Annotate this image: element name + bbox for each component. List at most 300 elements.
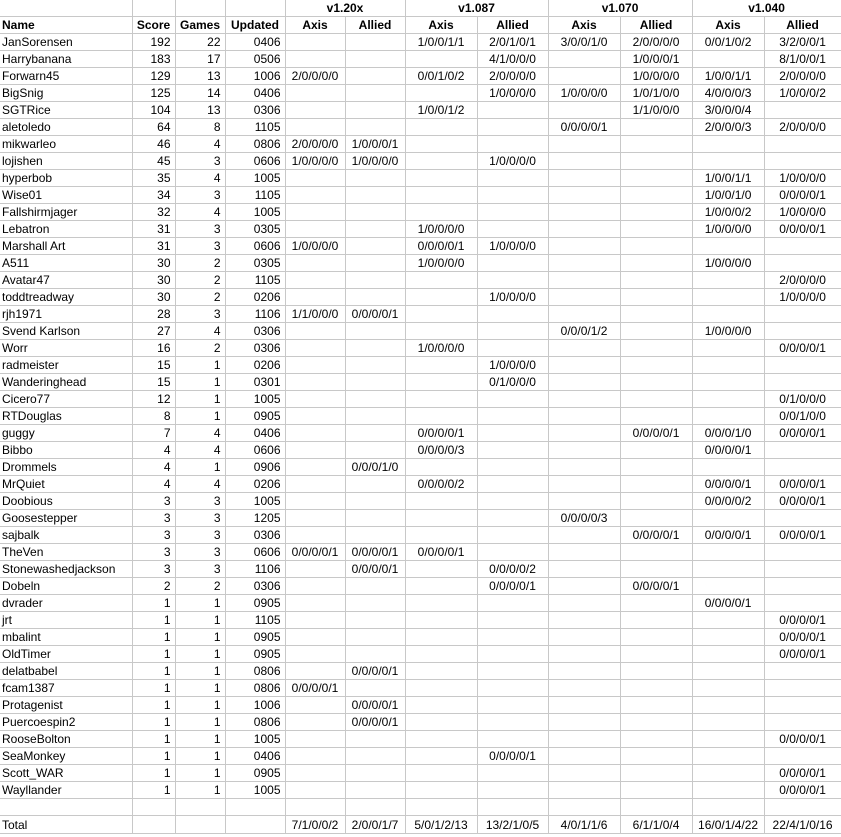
cell-v1070-allied bbox=[620, 612, 692, 629]
cell-v1070-axis bbox=[548, 255, 620, 272]
cell-v1087-axis: 0/0/0/0/1 bbox=[405, 544, 477, 561]
cell-v1040-allied: 0/0/0/0/1 bbox=[764, 493, 841, 510]
cell-v1040-allied: 0/0/0/0/1 bbox=[764, 340, 841, 357]
table-row bbox=[0, 272, 841, 289]
cell-v1070-axis bbox=[548, 493, 620, 510]
table-row bbox=[0, 578, 841, 595]
cell-v1087-allied bbox=[477, 272, 548, 289]
cell-v120x-axis bbox=[285, 323, 345, 340]
cell-v120x-allied bbox=[345, 102, 405, 119]
cell-v120x-allied: 0/0/0/0/1 bbox=[345, 714, 405, 731]
cell-v1087-axis: 0/0/1/0/2 bbox=[405, 68, 477, 85]
cell-updated: 0905 bbox=[225, 595, 285, 612]
cell-v1087-axis bbox=[405, 306, 477, 323]
cell-name: sajbalk bbox=[0, 527, 132, 544]
cell-v1040-axis bbox=[692, 544, 764, 561]
cell-v120x-axis bbox=[285, 357, 345, 374]
cell-v1070-allied: 6/1/1/0/4 bbox=[620, 816, 692, 834]
cell-games: 1 bbox=[175, 459, 225, 476]
header-v1087-allied: Allied bbox=[477, 17, 548, 34]
cell-name: Scott_WAR bbox=[0, 765, 132, 782]
table-row bbox=[0, 374, 841, 391]
cell-v120x-allied bbox=[345, 765, 405, 782]
cell-v1087-axis bbox=[405, 561, 477, 578]
cell-score: 1 bbox=[132, 697, 175, 714]
cell-v1070-axis bbox=[548, 782, 620, 799]
cell-v1070-allied bbox=[620, 323, 692, 340]
cell-games: 1 bbox=[175, 408, 225, 425]
cell-v1070-axis: 3/0/0/1/0 bbox=[548, 34, 620, 51]
cell-name: Forwarn45 bbox=[0, 68, 132, 85]
cell-v1040-axis: 0/0/1/0/2 bbox=[692, 34, 764, 51]
cell-v120x-axis bbox=[285, 204, 345, 221]
cell-v120x-allied: 0/0/0/0/1 bbox=[345, 544, 405, 561]
cell-updated: 0905 bbox=[225, 646, 285, 663]
cell-updated: 1106 bbox=[225, 561, 285, 578]
cell-v1070-axis bbox=[548, 289, 620, 306]
version-label: v1.040 bbox=[692, 0, 841, 17]
cell-v1040-allied: 1/0/0/0/0 bbox=[764, 170, 841, 187]
cell-v1087-allied bbox=[477, 425, 548, 442]
cell-v120x-allied bbox=[345, 68, 405, 85]
cell-name: Wanderinghead bbox=[0, 374, 132, 391]
cell-v120x-axis bbox=[285, 595, 345, 612]
cell-v1087-axis bbox=[405, 782, 477, 799]
cell-games: 1 bbox=[175, 663, 225, 680]
table-row bbox=[0, 731, 841, 748]
cell-v1070-axis bbox=[548, 425, 620, 442]
cell-v1087-allied bbox=[477, 221, 548, 238]
cell-v1070-axis bbox=[548, 544, 620, 561]
cell-score: 192 bbox=[132, 34, 175, 51]
cell-score: 31 bbox=[132, 221, 175, 238]
cell-v1087-allied bbox=[477, 119, 548, 136]
cell-v1087-allied: 0/0/0/0/2 bbox=[477, 561, 548, 578]
cell-v1087-axis: 0/0/0/0/1 bbox=[405, 238, 477, 255]
cell-v1070-axis bbox=[548, 561, 620, 578]
cell-v1040-axis: 0/0/0/0/1 bbox=[692, 476, 764, 493]
cell-v1040-axis: 0/0/0/1/0 bbox=[692, 425, 764, 442]
cell-updated: 0606 bbox=[225, 238, 285, 255]
cell-games: 1 bbox=[175, 748, 225, 765]
cell-v120x-allied bbox=[345, 493, 405, 510]
cell-games: 3 bbox=[175, 187, 225, 204]
cell-updated: 0905 bbox=[225, 765, 285, 782]
cell-score: 1 bbox=[132, 748, 175, 765]
cell-updated: 1005 bbox=[225, 170, 285, 187]
cell-name: Goosestepper bbox=[0, 510, 132, 527]
table-row bbox=[0, 357, 841, 374]
cell-name: Cicero77 bbox=[0, 391, 132, 408]
cell-updated: 1106 bbox=[225, 306, 285, 323]
cell-updated: 0305 bbox=[225, 221, 285, 238]
cell-v120x-axis: 1/0/0/0/0 bbox=[285, 153, 345, 170]
cell-v1040-allied: 2/0/0/0/0 bbox=[764, 119, 841, 136]
cell-v1087-axis: 1/0/0/0/0 bbox=[405, 255, 477, 272]
cell-score: 1 bbox=[132, 595, 175, 612]
cell-games: 3 bbox=[175, 493, 225, 510]
cell-v1087-axis bbox=[405, 595, 477, 612]
cell-v120x-allied bbox=[345, 391, 405, 408]
cell-v1087-axis: 5/0/1/2/13 bbox=[405, 816, 477, 834]
cell-v1070-allied bbox=[620, 442, 692, 459]
cell-v1070-axis bbox=[548, 476, 620, 493]
header-v1040-allied: Allied bbox=[764, 17, 841, 34]
cell-updated: 1005 bbox=[225, 391, 285, 408]
cell-v1070-allied bbox=[620, 646, 692, 663]
cell-score: 35 bbox=[132, 170, 175, 187]
cell-updated: 1005 bbox=[225, 731, 285, 748]
table-row bbox=[0, 204, 841, 221]
cell-name: RooseBolton bbox=[0, 731, 132, 748]
cell-updated: 0206 bbox=[225, 476, 285, 493]
cell-v120x-axis: 1/1/0/0/0 bbox=[285, 306, 345, 323]
cell-v1040-allied bbox=[764, 680, 841, 697]
cell-v120x-axis bbox=[285, 663, 345, 680]
cell-v120x-allied bbox=[345, 170, 405, 187]
version-label: v1.087 bbox=[405, 0, 548, 17]
cell-v120x-axis bbox=[285, 476, 345, 493]
cell-v120x-axis bbox=[285, 697, 345, 714]
cell-games: 1 bbox=[175, 357, 225, 374]
cell-v120x-axis: 7/1/0/0/2 bbox=[285, 816, 345, 834]
cell-v1087-axis bbox=[405, 136, 477, 153]
cell-v1040-allied bbox=[764, 595, 841, 612]
cell-v1070-allied: 1/1/0/0/0 bbox=[620, 102, 692, 119]
cell-name: SeaMonkey bbox=[0, 748, 132, 765]
cell-v1070-allied bbox=[620, 119, 692, 136]
cell-v1070-allied bbox=[620, 493, 692, 510]
cell-updated: 0306 bbox=[225, 340, 285, 357]
cell-games: 2 bbox=[175, 272, 225, 289]
cell-v1040-axis: 3/0/0/0/4 bbox=[692, 102, 764, 119]
cell-v1040-axis bbox=[692, 357, 764, 374]
cell-score: 15 bbox=[132, 374, 175, 391]
cell-games: 3 bbox=[175, 527, 225, 544]
cell-v1040-axis bbox=[692, 51, 764, 68]
cell-games: 4 bbox=[175, 323, 225, 340]
cell-name: lojishen bbox=[0, 153, 132, 170]
table-row bbox=[0, 714, 841, 731]
cell-score: 64 bbox=[132, 119, 175, 136]
cell-name: radmeister bbox=[0, 357, 132, 374]
cell-v1087-allied bbox=[477, 136, 548, 153]
cell-games: 2 bbox=[175, 340, 225, 357]
cell-v1087-allied bbox=[477, 697, 548, 714]
cell-name: Marshall Art bbox=[0, 238, 132, 255]
cell-v1087-axis: 1/0/0/0/0 bbox=[405, 221, 477, 238]
cell-v1070-allied bbox=[620, 544, 692, 561]
cell-games: 1 bbox=[175, 374, 225, 391]
cell-score: 15 bbox=[132, 357, 175, 374]
table-row bbox=[0, 476, 841, 493]
cell-v120x-axis bbox=[285, 34, 345, 51]
table-row bbox=[0, 629, 841, 646]
cell-v120x-axis bbox=[285, 714, 345, 731]
cell-v1070-axis bbox=[548, 221, 620, 238]
cell-v1070-axis bbox=[548, 272, 620, 289]
cell-v120x-allied bbox=[345, 374, 405, 391]
cell-v120x-axis bbox=[285, 612, 345, 629]
cell-v120x-allied: 0/0/0/0/1 bbox=[345, 697, 405, 714]
table-row bbox=[0, 119, 841, 136]
cell-score bbox=[132, 816, 175, 834]
cell-score: 3 bbox=[132, 493, 175, 510]
cell-v1040-axis bbox=[692, 153, 764, 170]
cell-v1070-axis bbox=[548, 102, 620, 119]
table-row bbox=[0, 170, 841, 187]
cell-v1070-axis: 4/0/1/1/6 bbox=[548, 816, 620, 834]
cell-v1087-axis bbox=[405, 493, 477, 510]
cell-v120x-axis: 1/0/0/0/0 bbox=[285, 238, 345, 255]
cell-games: 1 bbox=[175, 629, 225, 646]
cell-score: 34 bbox=[132, 187, 175, 204]
cell-v1070-allied bbox=[620, 476, 692, 493]
cell-v1040-allied: 1/0/0/0/2 bbox=[764, 85, 841, 102]
cell-v1040-allied: 0/1/0/0/0 bbox=[764, 391, 841, 408]
cell-updated: 0406 bbox=[225, 425, 285, 442]
cell-updated: 1006 bbox=[225, 697, 285, 714]
cell-score: 31 bbox=[132, 238, 175, 255]
cell-v1087-allied: 1/0/0/0/0 bbox=[477, 238, 548, 255]
cell-v1070-axis bbox=[548, 357, 620, 374]
cell-v1040-allied bbox=[764, 136, 841, 153]
cell-name: dvrader bbox=[0, 595, 132, 612]
cell-score: 1 bbox=[132, 629, 175, 646]
cell-games: 1 bbox=[175, 646, 225, 663]
cell-games: 2 bbox=[175, 578, 225, 595]
cell-v120x-allied bbox=[345, 476, 405, 493]
table-row bbox=[0, 561, 841, 578]
cell-score: 183 bbox=[132, 51, 175, 68]
cell-v120x-allied bbox=[345, 85, 405, 102]
cell-v1070-axis bbox=[548, 714, 620, 731]
cell-v120x-axis bbox=[285, 765, 345, 782]
cell-v1070-axis bbox=[548, 442, 620, 459]
cell-v1070-axis bbox=[548, 748, 620, 765]
cell-v1070-allied bbox=[620, 782, 692, 799]
cell-v1070-axis bbox=[548, 170, 620, 187]
cell-v1087-allied bbox=[477, 663, 548, 680]
cell-v1070-axis bbox=[548, 408, 620, 425]
cell-games: 4 bbox=[175, 442, 225, 459]
cell-v120x-axis bbox=[285, 510, 345, 527]
cell-v1087-axis bbox=[405, 646, 477, 663]
cell-v1040-axis bbox=[692, 765, 764, 782]
cell-v1087-axis: 0/0/0/0/3 bbox=[405, 442, 477, 459]
table-row bbox=[0, 255, 841, 272]
table-row bbox=[0, 748, 841, 765]
cell-v1070-axis bbox=[548, 731, 620, 748]
cell-v1087-allied: 1/0/0/0/0 bbox=[477, 357, 548, 374]
cell-updated: 0905 bbox=[225, 629, 285, 646]
cell-v1040-allied: 0/0/0/0/1 bbox=[764, 731, 841, 748]
cell-v1040-allied bbox=[764, 357, 841, 374]
cell-v1040-axis bbox=[692, 374, 764, 391]
cell-v120x-allied bbox=[345, 357, 405, 374]
cell-v1040-allied bbox=[764, 578, 841, 595]
table-row bbox=[0, 646, 841, 663]
cell-updated: 1006 bbox=[225, 68, 285, 85]
table-row bbox=[0, 289, 841, 306]
header-v1040-axis: Axis bbox=[692, 17, 764, 34]
cell-v1040-axis bbox=[692, 391, 764, 408]
cell-name: Dobeln bbox=[0, 578, 132, 595]
cell-v120x-allied bbox=[345, 255, 405, 272]
cell-name: Doobious bbox=[0, 493, 132, 510]
cell-v1070-axis bbox=[548, 527, 620, 544]
cell-score: 28 bbox=[132, 306, 175, 323]
cell-v1070-axis bbox=[548, 595, 620, 612]
cell-v1070-axis bbox=[548, 153, 620, 170]
cell-v1040-allied bbox=[764, 697, 841, 714]
table-row bbox=[0, 510, 841, 527]
cell-v120x-axis bbox=[285, 255, 345, 272]
cell-v120x-axis bbox=[285, 493, 345, 510]
cell-score: 1 bbox=[132, 663, 175, 680]
cell-v120x-axis bbox=[285, 289, 345, 306]
table-row bbox=[0, 340, 841, 357]
cell-v1070-allied bbox=[620, 408, 692, 425]
cell-v1070-axis bbox=[548, 306, 620, 323]
cell-v1070-axis bbox=[548, 697, 620, 714]
cell-name: Worr bbox=[0, 340, 132, 357]
cell-v1040-allied bbox=[764, 255, 841, 272]
cell-games: 22 bbox=[175, 34, 225, 51]
cell-v1087-axis bbox=[405, 629, 477, 646]
cell-updated: 0506 bbox=[225, 51, 285, 68]
cell-v1070-axis bbox=[548, 629, 620, 646]
cell-v120x-axis bbox=[285, 408, 345, 425]
cell-v1040-axis: 1/0/0/1/0 bbox=[692, 187, 764, 204]
cell-v1040-allied bbox=[764, 748, 841, 765]
cell-v1087-allied bbox=[477, 731, 548, 748]
cell-updated: 1105 bbox=[225, 187, 285, 204]
cell-name: BigSnig bbox=[0, 85, 132, 102]
cell-v120x-axis bbox=[285, 629, 345, 646]
cell-v1040-allied: 0/0/1/0/0 bbox=[764, 408, 841, 425]
cell-v1087-allied bbox=[477, 170, 548, 187]
cell-v1040-axis bbox=[692, 680, 764, 697]
cell-score: 125 bbox=[132, 85, 175, 102]
cell-v1040-allied: 0/0/0/0/1 bbox=[764, 527, 841, 544]
cell-name: Svend Karlson bbox=[0, 323, 132, 340]
cell-updated: 0306 bbox=[225, 527, 285, 544]
cell-v1070-allied bbox=[620, 680, 692, 697]
cell-v120x-allied bbox=[345, 748, 405, 765]
cell-v1040-allied: 0/0/0/0/1 bbox=[764, 629, 841, 646]
cell-v1070-allied bbox=[620, 748, 692, 765]
cell-v1087-allied bbox=[477, 204, 548, 221]
cell-v1070-axis bbox=[548, 765, 620, 782]
cell-v1040-allied: 0/0/0/0/1 bbox=[764, 782, 841, 799]
cell-updated: 0301 bbox=[225, 374, 285, 391]
table-row bbox=[0, 425, 841, 442]
cell-v1040-allied bbox=[764, 323, 841, 340]
cell-updated bbox=[225, 816, 285, 834]
cell-v120x-axis bbox=[285, 170, 345, 187]
cell-v1040-allied: 0/0/0/0/1 bbox=[764, 765, 841, 782]
cell-v120x-allied bbox=[345, 221, 405, 238]
cell-v1040-axis bbox=[692, 136, 764, 153]
cell-v1070-allied bbox=[620, 357, 692, 374]
cell-score: 4 bbox=[132, 476, 175, 493]
table-row bbox=[0, 527, 841, 544]
cell-v1040-axis: 0/0/0/0/1 bbox=[692, 442, 764, 459]
cell-v120x-axis bbox=[285, 578, 345, 595]
cell-score: 45 bbox=[132, 153, 175, 170]
cell-v120x-allied bbox=[345, 595, 405, 612]
cell-v1040-axis bbox=[692, 714, 764, 731]
cell-name: Fallshirmjager bbox=[0, 204, 132, 221]
cell-v120x-allied bbox=[345, 612, 405, 629]
cell-v1040-axis bbox=[692, 289, 764, 306]
cell-v1040-axis: 4/0/0/0/3 bbox=[692, 85, 764, 102]
cell-v1070-axis: 1/0/0/0/0 bbox=[548, 85, 620, 102]
cell-v120x-allied bbox=[345, 731, 405, 748]
cell-v1070-axis bbox=[548, 51, 620, 68]
cell-v1087-allied: 4/1/0/0/0 bbox=[477, 51, 548, 68]
cell-games: 3 bbox=[175, 238, 225, 255]
cell-v120x-allied: 0/0/0/0/1 bbox=[345, 561, 405, 578]
cell-name: MrQuiet bbox=[0, 476, 132, 493]
table-row bbox=[0, 459, 841, 476]
header-score: Score bbox=[132, 17, 175, 34]
cell-v1087-allied bbox=[477, 323, 548, 340]
cell-score: 4 bbox=[132, 459, 175, 476]
cell-v1040-allied: 1/0/0/0/0 bbox=[764, 289, 841, 306]
cell-v1087-allied bbox=[477, 306, 548, 323]
cell-v1040-axis bbox=[692, 612, 764, 629]
cell-v1087-allied bbox=[477, 340, 548, 357]
cell-score: 1 bbox=[132, 731, 175, 748]
cell-score: 32 bbox=[132, 204, 175, 221]
cell-v1040-allied: 22/4/1/0/16 bbox=[764, 816, 841, 834]
cell-score: 27 bbox=[132, 323, 175, 340]
cell-v1070-axis bbox=[548, 204, 620, 221]
cell-v120x-axis: 2/0/0/0/0 bbox=[285, 136, 345, 153]
cell-v1040-axis bbox=[692, 561, 764, 578]
table-row bbox=[0, 187, 841, 204]
cell-games: 3 bbox=[175, 306, 225, 323]
cell-v1087-allied bbox=[477, 646, 548, 663]
cell-v120x-axis bbox=[285, 391, 345, 408]
cell-games: 1 bbox=[175, 697, 225, 714]
cell-v1087-axis bbox=[405, 510, 477, 527]
cell-v1040-allied: 0/0/0/0/1 bbox=[764, 221, 841, 238]
cell-v1087-allied bbox=[477, 612, 548, 629]
cell-v120x-allied bbox=[345, 629, 405, 646]
cell-v120x-axis bbox=[285, 85, 345, 102]
cell-v1070-allied bbox=[620, 510, 692, 527]
cell-name: TheVen bbox=[0, 544, 132, 561]
cell-v120x-allied: 1/0/0/0/0 bbox=[345, 153, 405, 170]
cell-games: 3 bbox=[175, 221, 225, 238]
cell-v1070-axis bbox=[548, 680, 620, 697]
cell-v120x-axis bbox=[285, 374, 345, 391]
cell-v120x-axis bbox=[285, 459, 345, 476]
cell-v1040-allied: 0/0/0/0/1 bbox=[764, 476, 841, 493]
cell-v1040-allied bbox=[764, 544, 841, 561]
cell-v1070-allied bbox=[620, 170, 692, 187]
cell-games: 4 bbox=[175, 204, 225, 221]
cell-v1070-allied bbox=[620, 221, 692, 238]
cell-v1087-allied bbox=[477, 493, 548, 510]
cell-v120x-axis bbox=[285, 221, 345, 238]
cell-name: fcam1387 bbox=[0, 680, 132, 697]
cell-v1070-allied bbox=[620, 714, 692, 731]
cell-games: 4 bbox=[175, 170, 225, 187]
